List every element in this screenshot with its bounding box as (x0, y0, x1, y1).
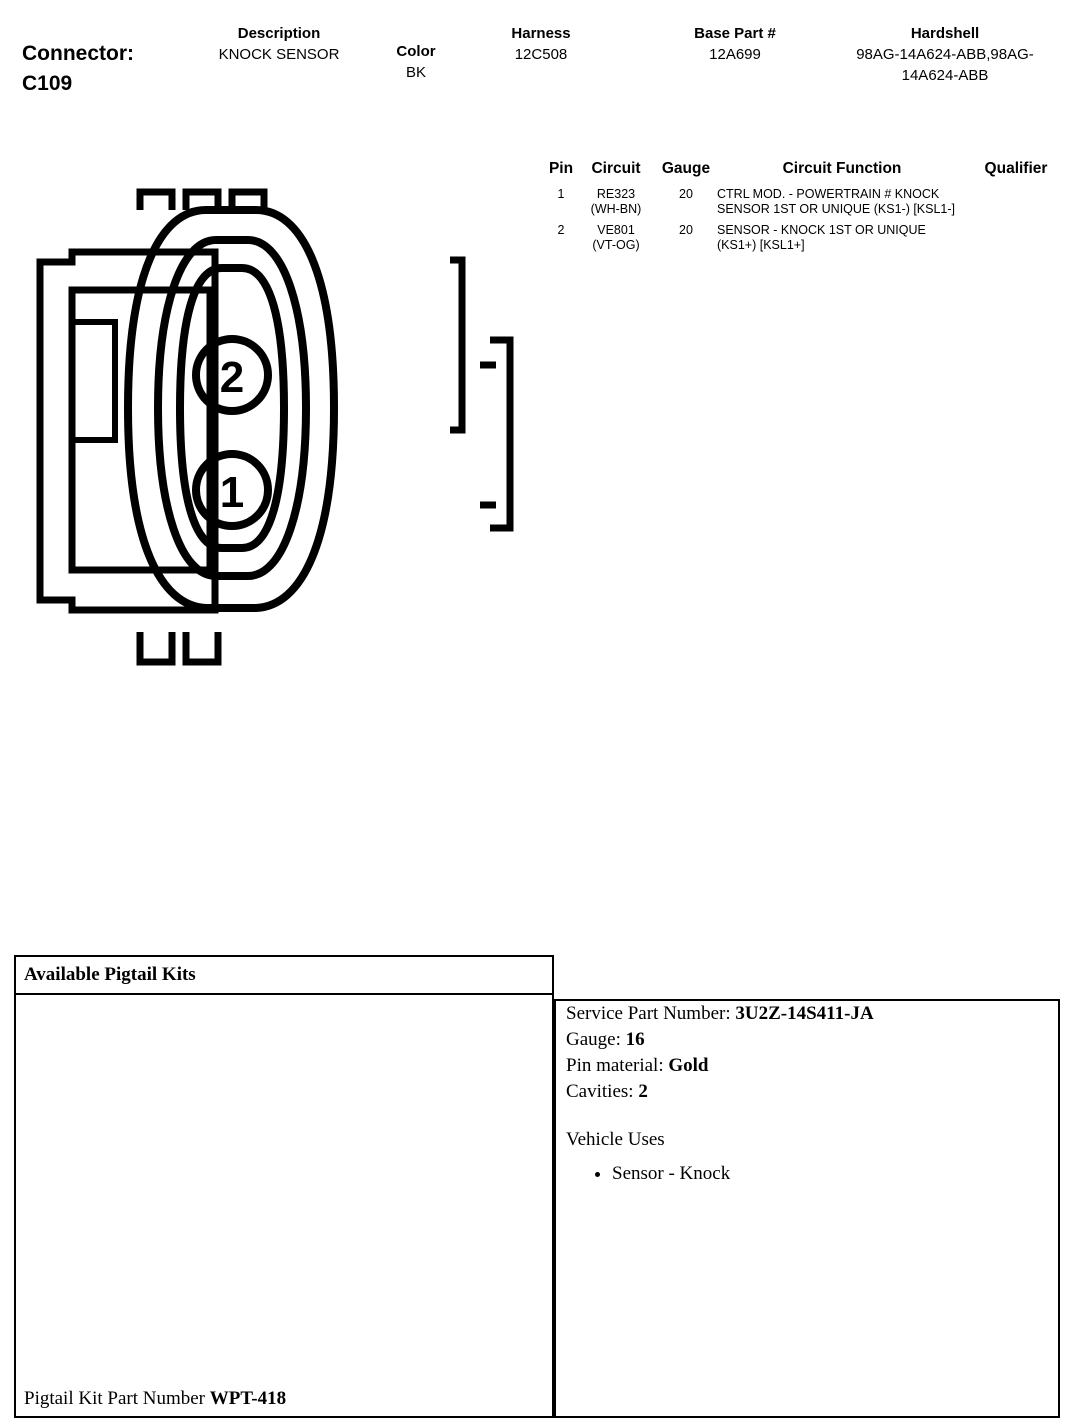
pin-table-header-circuit: Circuit (591, 160, 641, 177)
pigtail-kits-panel (14, 955, 554, 1418)
header-title-base-part: Base Part # (694, 25, 776, 42)
connector-label: Connector: (22, 42, 134, 65)
header-value-description: KNOCK SENSOR (218, 46, 340, 63)
header-column-base-part (655, 24, 815, 65)
table-row (545, 186, 1065, 222)
gauge-label: Gauge: (566, 1029, 626, 1050)
pin-table (545, 160, 1065, 258)
pin-cell-number: 2 (557, 223, 565, 237)
connector-bottom-tab-2 (186, 632, 218, 662)
cavities-value: 2 (638, 1081, 648, 1102)
header-column-color (372, 42, 460, 83)
header-title-harness: Harness (511, 25, 571, 42)
pigtail-kit-part-value: WPT-418 (209, 1388, 287, 1409)
gauge-value: 16 (625, 1029, 645, 1050)
header-value-color: BK (405, 64, 426, 81)
pin-cell-gauge: 20 (679, 223, 693, 237)
header-title-hardshell: Hardshell (910, 25, 980, 42)
vehicle-uses-list (556, 1161, 1058, 1187)
service-info-panel (554, 999, 1060, 1418)
connector-top-tab-1 (140, 192, 172, 210)
pin-cell-circuit (577, 222, 655, 258)
pin-cell-function: CTRL MOD. - POWERTRAIN # KNOCK SENSOR 1ST OR UNIQUE (KS1-) [KSL1-] (717, 187, 956, 216)
header-column-hardshell (850, 24, 1040, 86)
pin-cell-gauge: 20 (679, 187, 693, 201)
header-value-harness: 12C508 (514, 46, 568, 63)
pigtail-kit-part-number (24, 1388, 286, 1410)
pin-cell-circuit (577, 186, 655, 222)
pin-material-value: Gold (668, 1055, 709, 1076)
circuit-code: RE323 (596, 187, 636, 201)
service-part-number-line (556, 1001, 1058, 1027)
circuit-colors: (WH-BN) (590, 201, 642, 216)
pin-cell-qualifier (967, 186, 1065, 222)
bottom-section (14, 955, 1060, 1420)
service-part-number-label: Service Part Number: (566, 1003, 736, 1024)
connector-right-bracket-top (450, 260, 462, 430)
pin-label-1: 1 (219, 468, 245, 517)
pin-table-header-row (545, 160, 1065, 186)
document-header (0, 12, 1072, 122)
cavities-label: Cavities: (566, 1081, 639, 1102)
table-row (545, 222, 1065, 258)
connector-id: C109 (22, 72, 73, 95)
connector-left-notch (72, 322, 115, 440)
pigtail-kit-part-prefix: Pigtail Kit Part Number (24, 1388, 210, 1409)
header-column-harness (470, 24, 612, 65)
pin-material-label: Pin material: (566, 1055, 669, 1076)
gauge-line (556, 1027, 1058, 1053)
pin-table-header-qualifier: Qualifier (984, 160, 1048, 177)
pin-cell-number: 1 (557, 187, 565, 201)
circuit-code: VE801 (597, 223, 635, 237)
connector-bottom-tab-1 (140, 632, 172, 662)
vehicle-uses-title: Vehicle Uses (566, 1129, 665, 1150)
service-part-number-value: 3U2Z-14S411-JA (735, 1003, 874, 1024)
connector-illustration (10, 180, 550, 700)
header-title-color: Color (396, 43, 436, 60)
pin-cell-qualifier (967, 222, 1065, 258)
header-value-base-part: 12A699 (709, 46, 761, 63)
pigtail-kits-title: Available Pigtail Kits (16, 957, 552, 995)
list-item: • Sensor - Knock (612, 1161, 1058, 1187)
pin-material-line (556, 1053, 1058, 1079)
circuit-colors: (VT-OG) (592, 237, 640, 252)
spacer (556, 1105, 1058, 1127)
pin-table-header-function: Circuit Function (782, 160, 902, 177)
header-title-description: Description (237, 25, 321, 42)
pin-label-2: 2 (219, 353, 245, 402)
pin-table-header-gauge: Gauge (661, 160, 711, 177)
pin-table-header-pin: Pin (548, 160, 574, 177)
header-value-hardshell: 98AG-14A624-ABB,98AG-14A624-ABB (856, 46, 1034, 84)
connector-diagram (10, 180, 550, 700)
pin-cell-function: SENSOR - KNOCK 1ST OR UNIQUE (KS1+) [KSL1+] (717, 223, 926, 252)
header-column-description (190, 24, 368, 65)
cavities-line (556, 1079, 1058, 1105)
